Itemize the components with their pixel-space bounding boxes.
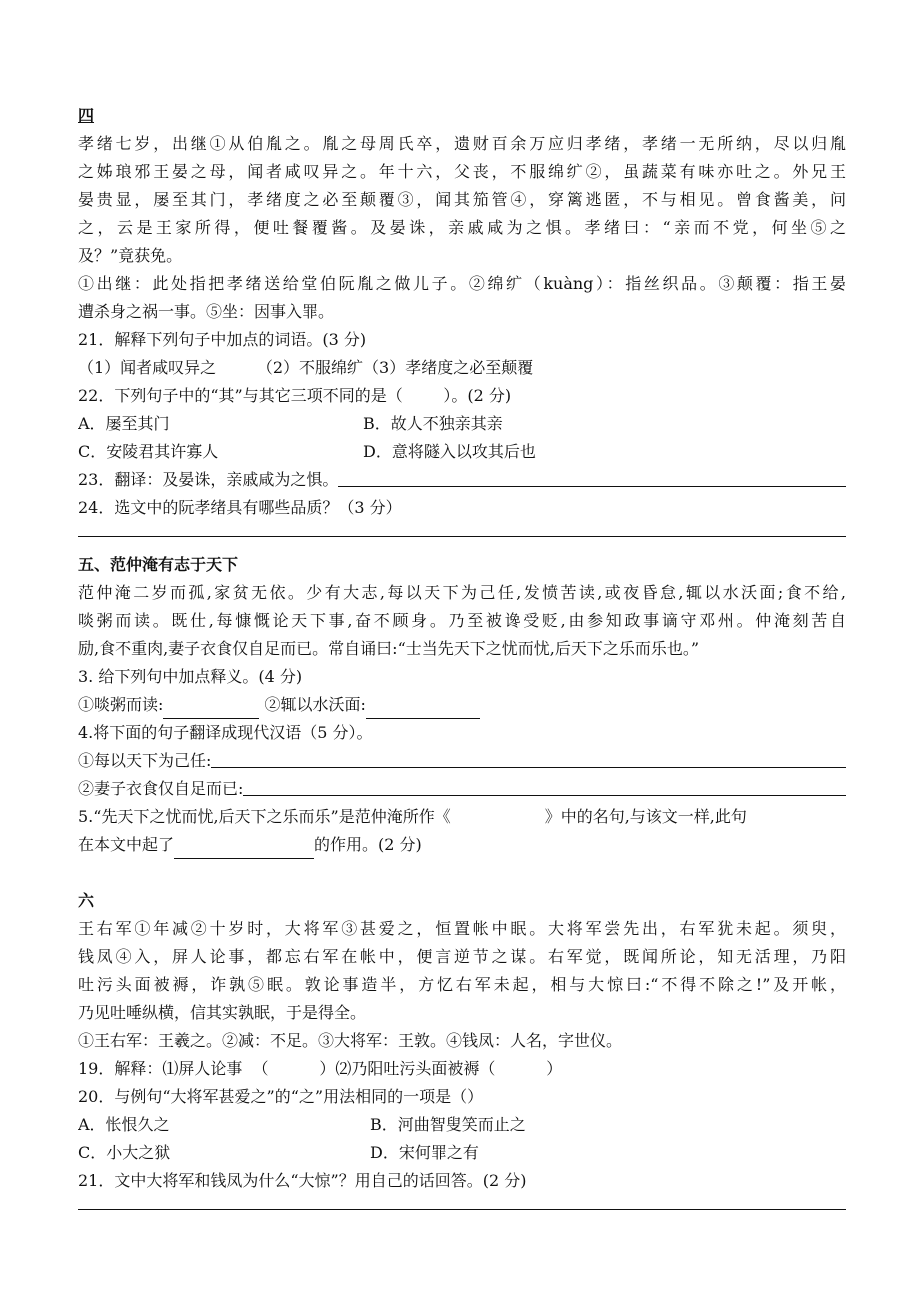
question-20-options-row xyxy=(78,1111,846,1139)
passage-line: 晏贵显，屡至其门，孝绪度之必至颠覆③，闻其笳管④，穿篱逃匿，不与相见。曾食酱美，问 xyxy=(78,190,846,209)
answer-blank[interactable] xyxy=(366,698,480,719)
question-22: 22．下列句子中的“其”与其它三项不同的是（ ）。(2 分) xyxy=(78,386,512,405)
answer-blank[interactable] xyxy=(243,775,846,796)
annotation-line: ①王右军：王羲之。②减：不足。③大将军：王敦。④钱凤：人名，字世仪。 xyxy=(78,1031,623,1050)
question-5-part1: 5.“先天下之忧而忧,后天下之乐而乐”是范仲淹所作《 xyxy=(78,807,451,826)
answer-blank[interactable] xyxy=(174,838,314,859)
answer-blank[interactable] xyxy=(338,466,846,487)
answer-blank[interactable] xyxy=(163,698,259,719)
passage-line: 孝绪七岁，出继①从伯胤之。胤之母周氏卒，遗财百余万应归孝绪，孝绪一无所纳，尽以归胤 xyxy=(78,134,846,153)
question-5-line2 xyxy=(78,831,846,859)
option-d: D．意将隧入以攻其后也 xyxy=(363,442,536,461)
question-4a xyxy=(78,747,846,775)
item-4a: ①每以天下为己任: xyxy=(78,751,212,770)
option-d: D．宋何罪之有 xyxy=(370,1143,479,1162)
item-3a: ①啖粥而读: xyxy=(78,695,164,714)
question-23 xyxy=(78,466,846,494)
section-4-passage xyxy=(78,130,846,270)
passage-line: 范仲淹二岁而孤,家贫无依。少有大志,每以天下为己任,发愤苦读,或夜昏怠,辄以水沃面;食不给, xyxy=(78,583,846,602)
annotation-line: ①出继：此处指把孝绪送给堂伯阮胤之做儿子。②绵纩（kuàng）：指丝织品。③颠覆：指王晏 xyxy=(78,274,846,293)
passage-line: 啖粥而读。既仕,每慷慨论天下事,奋不顾身。乃至被谗受贬,由参知政事谪守邓州。仲淹刻苦自 xyxy=(78,611,846,630)
passage-line: 之，云是王家所得，便吐餐覆酱。及晏诛，亲戚咸为之惧。孝绪曰：“亲而不党，何坐⑤之 xyxy=(78,218,846,237)
question-22-options-row xyxy=(78,410,846,438)
item-3b: ②辄以水沃面: xyxy=(264,695,366,714)
question-4b xyxy=(78,775,846,803)
question-20-options-row xyxy=(78,1139,846,1167)
question-5-text-b: 的作用。(2 分) xyxy=(314,835,422,854)
title-gap[interactable] xyxy=(451,803,545,831)
question-24: 24．选文中的阮孝绪具有哪些品质？（3 分） xyxy=(78,498,402,517)
option-b: B．河曲智叟笑而止之 xyxy=(370,1115,526,1134)
question-21: 21．文中大将军和钱凤为什么“大惊”？用自己的话回答。(2 分) xyxy=(78,1171,527,1190)
option-a: A．屡至其门 xyxy=(78,414,170,433)
option-a: A．怅恨久之 xyxy=(78,1115,170,1134)
question-4: 4.将下面的句子翻译成现代汉语（5 分）。 xyxy=(78,723,373,742)
passage-line: 吐污头面被褥，诈孰⑤眠。敦论事造半，方忆右军未起，相与大惊曰:“不得不除之!”及开帐， xyxy=(78,975,846,994)
question-21-items: （1）闻者咸叹异之 （2）不服绵纩（3）孝绪度之必至颠覆 xyxy=(78,358,534,377)
answer-line[interactable] xyxy=(78,522,846,537)
question-19: 19．解释：⑴屏人论事 （ ）⑵乃阳吐污头面被褥（ ） xyxy=(78,1059,563,1078)
passage-line: 乃见吐唾纵横，信其实孰眠，于是得全。 xyxy=(78,1003,367,1022)
question-20: 20．与例句“大将军甚爱之”的“之”用法相同的一项是（） xyxy=(78,1087,484,1106)
question-5-part2: 》中的名句,与该文一样,此句 xyxy=(544,807,747,826)
question-22-options-row xyxy=(78,438,846,466)
question-21: 21．解释下列句子中加点的词语。(3 分) xyxy=(78,330,367,349)
passage-line: 钱凤④入，屏人论事，都忘右军在帐中，便言逆节之谋。右军觉，既闻所论，知无活理，乃阳 xyxy=(78,947,846,966)
section-4-heading: 四 xyxy=(78,106,95,125)
question-3-items xyxy=(78,691,846,719)
passage-line: 及？”竟获免。 xyxy=(78,246,183,265)
annotation-line: 遭杀身之祸一事。⑤坐：因事入罪。 xyxy=(78,302,335,321)
option-b: B．故人不独亲其亲 xyxy=(363,414,503,433)
answer-blank[interactable] xyxy=(211,747,846,768)
passage-line: 之姊琅邪王晏之母，闻者咸叹异之。年十六，父丧，不服绵纩②，虽蔬菜有味亦吐之。外兄王 xyxy=(78,162,846,181)
section-5-heading: 五、范仲淹有志于天下 xyxy=(78,555,239,574)
question-23-text: 23．翻译：及晏诛，亲戚咸为之惧。 xyxy=(78,470,339,489)
passage-line: 励,食不重肉,妻子衣食仅自足而已。常自诵曰:“士当先天下之忧而忧,后天下之乐而乐也。” xyxy=(78,639,700,658)
option-c: C．安陵君其许寡人 xyxy=(78,442,219,461)
exam-page xyxy=(78,102,846,1224)
question-5-text-a: 在本文中起了 xyxy=(78,835,175,854)
question-3: 3. 给下列句中加点释义。(4 分) xyxy=(78,667,303,686)
passage-line: 王右军①年减②十岁时，大将军③甚爱之，恒置帐中眠。大将军尝先出，右军犹未起。须臾， xyxy=(78,919,846,938)
question-5 xyxy=(78,803,846,831)
option-c: C．小大之狱 xyxy=(78,1143,171,1162)
section-6-heading: 六 xyxy=(78,891,95,910)
answer-line[interactable] xyxy=(78,1195,846,1210)
item-4b: ②妻子衣食仅自足而已: xyxy=(78,779,244,798)
